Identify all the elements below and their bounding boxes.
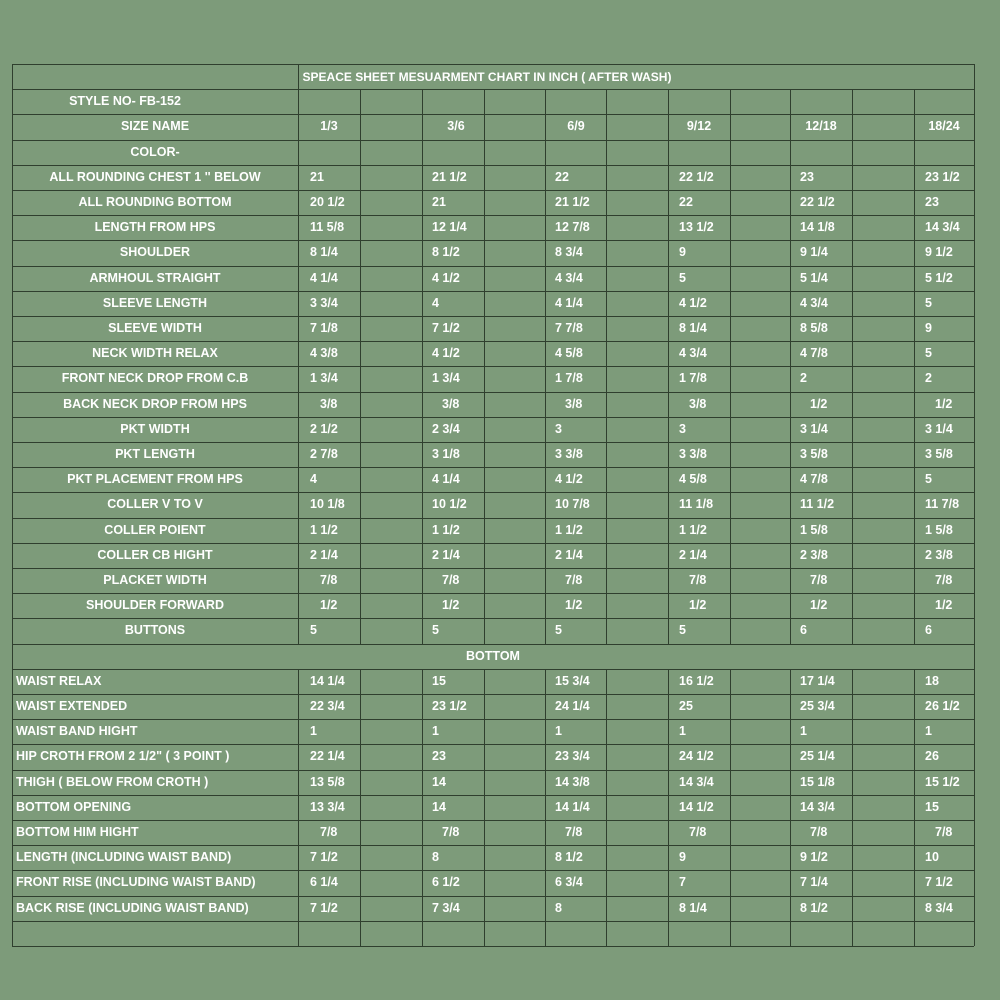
measurement-value: 7/8 [935, 573, 953, 587]
measurement-value: 22 [679, 195, 693, 209]
measurement-value: 13 1/2 [679, 220, 714, 235]
measurement-value: 13 5/8 [310, 774, 345, 789]
measurement-label: COLLER V TO V [107, 497, 203, 512]
measurement-value: 5 [432, 623, 439, 638]
measurement-value: 8 1/2 [555, 850, 583, 865]
measurement-label: SHOULDER FORWARD [86, 598, 224, 613]
measurement-value: 7 1/2 [432, 321, 460, 335]
measurement-value: 7 1/2 [925, 875, 953, 890]
measurement-value: 4 1/2 [432, 346, 460, 361]
measurement-value: 14 [432, 774, 446, 789]
measurement-value: 7 3/4 [432, 900, 460, 915]
grid-line [422, 89, 423, 643]
measurement-value: 1 1/2 [679, 522, 707, 537]
chart-title: SPEACE SHEET MESUARMENT CHART IN INCH ( AFTER WASH) [302, 70, 672, 84]
measurement-value: 12 7/8 [555, 220, 590, 235]
grid-line [852, 669, 853, 946]
measurement-value: 3 5/8 [925, 447, 953, 461]
measurement-value: 4 5/8 [555, 346, 583, 361]
measurement-label: LENGTH FROM HPS [94, 220, 216, 235]
measurement-value: 11 1/8 [679, 497, 714, 512]
measurement-value: 9 1/4 [800, 245, 828, 260]
measurement-value: 2 3/4 [432, 421, 460, 436]
measurement-value: 7/8 [935, 825, 953, 839]
measurement-value: 5 1/4 [800, 270, 828, 285]
measurement-value: 11 7/8 [925, 497, 960, 512]
size-header: 12/18 [805, 119, 837, 134]
measurement-value: 11 5/8 [310, 220, 345, 235]
grid-line [914, 89, 915, 643]
measurement-value: 9 1/2 [800, 850, 828, 865]
grid-line [422, 669, 423, 946]
measurement-value: 14 1/2 [679, 799, 714, 814]
measurement-value: 3 1/4 [800, 421, 828, 436]
grid-line [852, 89, 853, 643]
measurement-value: 15 1/8 [800, 774, 835, 789]
measurement-value: 10 1/2 [432, 497, 467, 512]
grid-line [730, 669, 731, 946]
grid-line [668, 89, 669, 643]
measurement-value: 7/8 [442, 825, 460, 839]
measurement-value: 1/2 [810, 598, 828, 613]
size-header: 3/6 [447, 119, 465, 134]
measurement-value: 10 1/8 [310, 497, 345, 512]
measurement-value: 8 [555, 900, 562, 915]
grid-line [668, 669, 669, 946]
measurement-value: 23 3/4 [555, 749, 590, 764]
measurement-label: SLEEVE LENGTH [102, 295, 208, 310]
measurement-label: FRONT RISE (INCLUDING WAIST BAND) [16, 875, 256, 890]
measurement-value: 7/8 [565, 825, 583, 839]
measurement-value: 2 1/4 [432, 547, 460, 562]
grid-line [790, 669, 791, 946]
grid-line [12, 795, 974, 796]
measurement-value: 1 1/2 [432, 522, 460, 537]
measurement-value: 15 [925, 799, 939, 814]
measurement-value: 22 3/4 [310, 699, 345, 713]
measurement-label: SHOULDER [119, 245, 191, 260]
measurement-value: 7/8 [320, 573, 338, 587]
measurement-value: 21 1/2 [432, 169, 467, 184]
measurement-value: 7/8 [565, 573, 583, 587]
measurement-value: 1 [555, 724, 562, 739]
measurement-label: WAIST EXTENDED [16, 699, 128, 713]
measurement-value: 1/2 [320, 598, 338, 613]
measurement-value: 6 3/4 [555, 875, 583, 890]
grid-line [484, 669, 485, 946]
measurement-value: 22 1/2 [679, 169, 714, 184]
measurement-value: 14 3/4 [800, 799, 835, 814]
measurement-value: 6 [800, 623, 807, 638]
measurement-value: 3 [679, 421, 686, 436]
measurement-value: 2 1/4 [555, 547, 583, 562]
measurement-value: 5 1/2 [925, 270, 953, 285]
measurement-value: 23 [925, 195, 939, 209]
measurement-value: 7 1/2 [310, 850, 338, 865]
measurement-value: 8 1/2 [432, 245, 460, 260]
measurement-value: 8 3/4 [925, 900, 953, 915]
style-number: STYLE NO- FB-152 [69, 94, 181, 109]
measurement-label: NECK WIDTH RELAX [92, 346, 218, 361]
measurement-value: 2 1/4 [679, 547, 707, 562]
measurement-label: COLLER CB HIGHT [97, 547, 213, 562]
size-header: 9/12 [686, 119, 712, 134]
measurement-value: 14 3/8 [555, 774, 590, 789]
measurement-value: 22 1/2 [800, 195, 835, 209]
grid-line [12, 694, 974, 695]
measurement-value: 4 1/4 [432, 472, 460, 487]
size-name-label: SIZE NAME [120, 119, 190, 134]
measurement-value: 12 1/4 [432, 220, 467, 235]
measurement-value: 4 [310, 472, 317, 487]
grid-line [360, 89, 361, 643]
measurement-label: WAIST BAND HIGHT [16, 724, 138, 739]
measurement-value: 22 1/4 [310, 749, 345, 764]
measurement-value: 10 7/8 [555, 497, 590, 512]
measurement-value: 5 [555, 623, 562, 638]
measurement-value: 1/2 [565, 598, 583, 613]
measurement-value: 1/2 [689, 598, 707, 613]
measurement-label: SLEEVE WIDTH [108, 321, 202, 335]
measurement-value: 1/2 [810, 396, 828, 411]
measurement-value: 3/8 [320, 396, 338, 411]
measurement-chart [12, 64, 974, 946]
measurement-label: FRONT NECK DROP FROM C.B [61, 371, 249, 386]
measurement-value: 4 1/2 [555, 472, 583, 487]
measurement-label: BACK RISE (INCLUDING WAIST BAND) [16, 900, 249, 915]
measurement-value: 4 7/8 [800, 472, 828, 487]
measurement-value: 5 [925, 346, 932, 361]
measurement-value: 23 1/2 [925, 169, 960, 184]
measurement-value: 15 [432, 673, 446, 688]
measurement-value: 21 [432, 195, 446, 209]
grid-line [12, 946, 974, 947]
measurement-value: 26 [925, 749, 939, 764]
grid-line [606, 89, 607, 643]
measurement-value: 7/8 [689, 825, 707, 839]
measurement-value: 22 [555, 169, 569, 184]
measurement-value: 2 3/8 [925, 547, 953, 562]
measurement-value: 25 1/4 [800, 749, 835, 764]
grid-line [730, 89, 731, 643]
measurement-value: 7/8 [810, 573, 828, 587]
measurement-value: 13 3/4 [310, 799, 345, 814]
measurement-value: 4 1/4 [310, 270, 338, 285]
measurement-value: 1 7/8 [679, 371, 707, 386]
grid-line [12, 870, 974, 871]
measurement-value: 2 [800, 371, 807, 386]
grid-line [12, 896, 974, 897]
grid-line [12, 719, 974, 720]
measurement-value: 8 1/4 [679, 900, 707, 915]
measurement-value: 8 3/4 [555, 245, 583, 260]
size-header: 18/24 [928, 119, 960, 134]
measurement-value: 2 3/8 [800, 547, 828, 562]
measurement-value: 7 1/4 [800, 875, 828, 890]
measurement-value: 9 [925, 321, 932, 335]
measurement-value: 20 1/2 [310, 195, 345, 209]
measurement-value: 3 3/4 [310, 295, 338, 310]
measurement-value: 2 7/8 [310, 447, 338, 461]
measurement-value: 26 1/2 [925, 699, 960, 713]
measurement-value: 5 [679, 623, 686, 638]
measurement-value: 1 1/2 [310, 522, 338, 537]
measurement-value: 4 5/8 [679, 472, 707, 487]
grid-line [790, 89, 791, 643]
measurement-value: 23 [800, 169, 814, 184]
measurement-value: 9 [679, 245, 686, 260]
measurement-value: 8 1/4 [679, 321, 707, 335]
measurement-value: 24 1/4 [555, 699, 590, 713]
measurement-value: 6 1/4 [310, 875, 338, 890]
measurement-label: COLLER POIENT [104, 522, 206, 537]
measurement-value: 5 [679, 270, 686, 285]
measurement-label: PKT LENGTH [115, 447, 195, 461]
measurement-label: WAIST RELAX [16, 673, 102, 688]
measurement-value: 4 1/2 [679, 295, 707, 310]
measurement-label: PLACKET WIDTH [103, 573, 207, 587]
measurement-value: 18 [925, 673, 939, 688]
measurement-value: 4 3/8 [310, 346, 338, 361]
measurement-value: 16 1/2 [679, 673, 714, 688]
measurement-value: 6 [925, 623, 932, 638]
grid-line [606, 669, 607, 946]
measurement-value: 14 1/4 [555, 799, 590, 814]
grid-line [298, 669, 299, 946]
grid-line [914, 669, 915, 946]
measurement-value: 3/8 [565, 396, 583, 411]
measurement-value: 23 1/2 [432, 699, 467, 713]
grid-line [545, 89, 546, 643]
measurement-value: 10 [925, 850, 939, 865]
measurement-value: 21 1/2 [555, 195, 590, 209]
measurement-value: 6 1/2 [432, 875, 460, 890]
measurement-label: ALL ROUNDING BOTTOM [78, 195, 232, 209]
grid-line [484, 89, 485, 643]
measurement-value: 25 [679, 699, 693, 713]
measurement-label: LENGTH (INCLUDING WAIST BAND) [16, 850, 232, 865]
measurement-value: 1/2 [935, 396, 953, 411]
measurement-value: 7 1/2 [310, 900, 338, 915]
grid-line [12, 820, 974, 821]
measurement-value: 9 [679, 850, 686, 865]
measurement-value: 25 3/4 [800, 699, 835, 713]
measurement-value: 1 [800, 724, 807, 739]
grid-line [12, 770, 974, 771]
measurement-value: 3/8 [442, 396, 460, 411]
measurement-value: 4 1/4 [555, 295, 583, 310]
measurement-value: 14 1/8 [800, 220, 835, 235]
measurement-value: 23 [432, 749, 446, 764]
measurement-value: 7/8 [810, 825, 828, 839]
measurement-label: THIGH ( BELOW FROM CROTH ) [16, 774, 209, 789]
measurement-label: BUTTONS [124, 623, 186, 638]
measurement-value: 7 [679, 875, 686, 890]
measurement-value: 7 1/8 [310, 321, 338, 335]
measurement-value: 2 [925, 371, 932, 386]
measurement-value: 1 1/2 [555, 522, 583, 537]
measurement-value: 2 1/2 [310, 421, 338, 436]
size-header: 1/3 [320, 119, 338, 134]
measurement-value: 17 1/4 [800, 673, 835, 688]
measurement-value: 8 1/4 [310, 245, 338, 260]
measurement-value: 14 [432, 799, 446, 814]
measurement-value: 4 3/4 [679, 346, 707, 361]
measurement-label: ALL ROUNDING CHEST 1 '' BELOW [49, 169, 261, 184]
measurement-value: 3/8 [689, 396, 707, 411]
measurement-value: 5 [925, 295, 932, 310]
measurement-value: 11 1/2 [800, 497, 835, 512]
measurement-value: 8 5/8 [800, 321, 828, 335]
grid-line [298, 64, 299, 89]
measurement-value: 4 1/2 [432, 270, 460, 285]
grid-line [545, 669, 546, 946]
measurement-value: 4 3/4 [555, 270, 583, 285]
size-header: 6/9 [567, 119, 585, 134]
measurement-value: 4 3/4 [800, 295, 828, 310]
measurement-value: 3 [555, 421, 562, 436]
measurement-value: 1 [432, 724, 439, 739]
measurement-value: 1 3/4 [310, 371, 338, 386]
measurement-label: BOTTOM OPENING [16, 799, 132, 814]
measurement-label: PKT PLACEMENT FROM HPS [67, 472, 243, 487]
measurement-value: 14 3/4 [679, 774, 714, 789]
measurement-value: 14 3/4 [925, 220, 960, 235]
measurement-value: 21 [310, 169, 324, 184]
measurement-label: BACK NECK DROP FROM HPS [63, 396, 247, 411]
measurement-label: ARMHOUL STRAIGHT [89, 270, 221, 285]
measurement-label: PKT WIDTH [120, 421, 190, 436]
measurement-value: 1/2 [442, 598, 460, 613]
measurement-value: 14 1/4 [310, 673, 345, 688]
measurement-value: 2 1/4 [310, 547, 338, 562]
measurement-value: 8 [432, 850, 439, 865]
measurement-value: 1/2 [935, 598, 953, 613]
measurement-value: 1 7/8 [555, 371, 583, 386]
measurement-value: 1 3/4 [432, 371, 460, 386]
grid-line [12, 845, 974, 846]
color-label: COLOR- [130, 144, 180, 159]
measurement-value: 9 1/2 [925, 245, 953, 260]
measurement-value: 3 3/8 [679, 447, 707, 461]
measurement-value: 5 [310, 623, 317, 638]
measurement-value: 15 1/2 [925, 774, 960, 789]
bottom-section-label: BOTTOM [466, 648, 520, 663]
measurement-value: 4 [432, 295, 439, 310]
measurement-value: 8 1/2 [800, 900, 828, 915]
measurement-value: 7/8 [689, 573, 707, 587]
measurement-value: 1 [310, 724, 317, 739]
measurement-value: 1 [925, 724, 932, 739]
grid-line [12, 64, 974, 65]
measurement-value: 3 3/8 [555, 447, 583, 461]
measurement-label: BOTTOM HIM HIGHT [16, 825, 139, 839]
measurement-value: 3 1/4 [925, 421, 953, 436]
measurement-value: 1 5/8 [800, 522, 828, 537]
grid-line [12, 744, 974, 745]
measurement-value: 4 7/8 [800, 346, 828, 361]
measurement-value: 7 7/8 [555, 321, 583, 335]
measurement-value: 7/8 [442, 573, 460, 587]
measurement-label: HIP CROTH FROM 2 1/2" ( 3 POINT ) [16, 749, 230, 764]
grid-line [974, 64, 975, 946]
grid-line [12, 921, 974, 922]
measurement-value: 7/8 [320, 825, 338, 839]
grid-line [360, 669, 361, 946]
measurement-value: 1 5/8 [925, 522, 953, 537]
measurement-value: 3 1/8 [432, 447, 460, 461]
measurement-value: 5 [925, 472, 932, 487]
measurement-value: 1 [679, 724, 686, 739]
measurement-value: 24 1/2 [679, 749, 714, 764]
measurement-value: 15 3/4 [555, 673, 590, 688]
measurement-value: 3 5/8 [800, 447, 828, 461]
